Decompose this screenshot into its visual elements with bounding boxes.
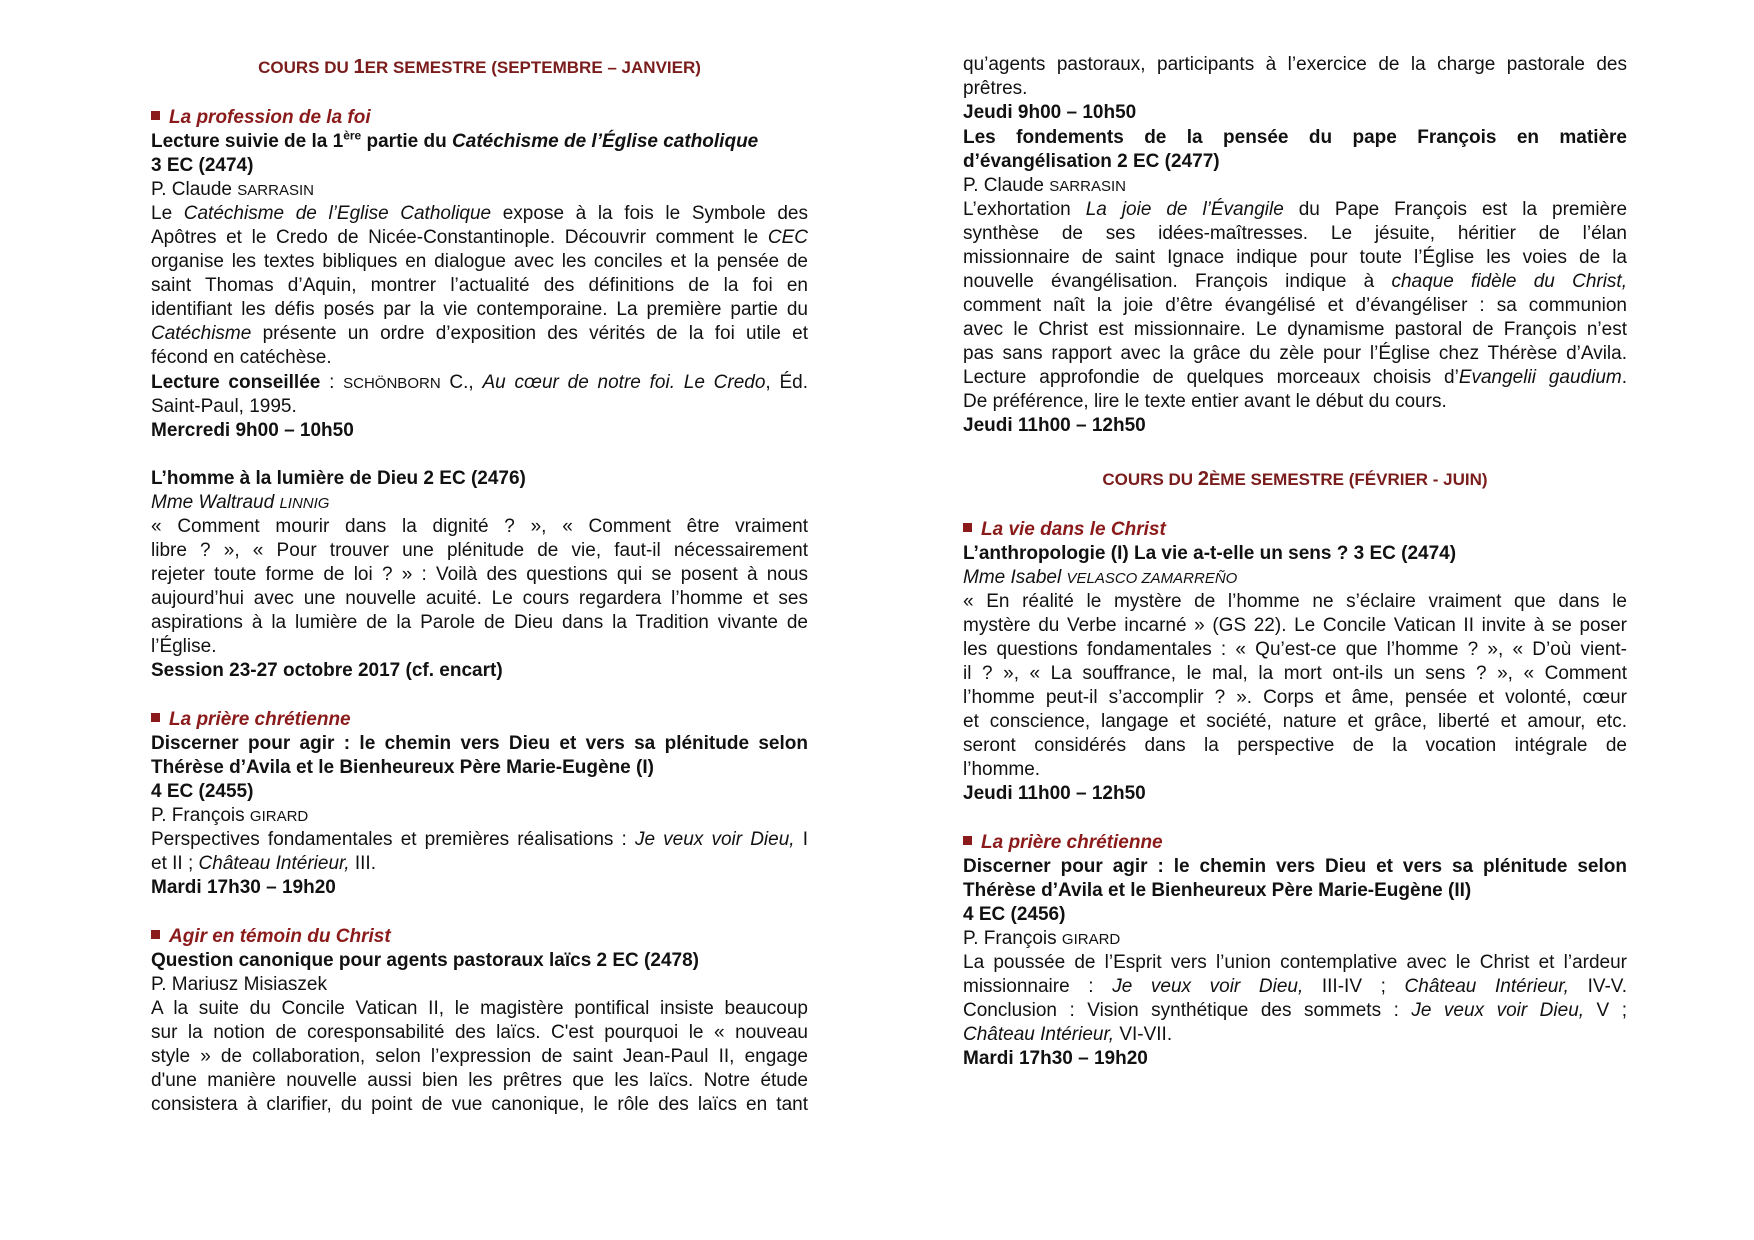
bullet-square-icon	[151, 930, 160, 939]
description-line: style » de collaboration, selon l’expression de saint Jean-Paul II, engage	[151, 1046, 808, 1067]
description-line: missionnaire : Je veux voir Dieu, III-IV ; Château Intérieur, IV-V.	[963, 976, 1628, 997]
description-line: mystère du Verbe incarné » (GS 22). Le Concile Vatican II invite à se poser	[963, 615, 1627, 636]
description-line: consistera à clarifier, du point de vue canonique, le rôle des laïcs en tant	[151, 1094, 808, 1115]
description-line: synthèse de ses idées-maîtresses. Le jésuite, héritier de l’élan	[963, 223, 1627, 244]
description-line: seront considérés dans la perspective de la vocation intégrale de	[963, 735, 1627, 756]
description-line: Catéchisme présente un ordre d’exposition des vérités de la foi utile et	[151, 323, 808, 344]
description-line: l’homme peut-il s’accomplir ? ». Corps et âme, pensée et volonté, cœur	[963, 687, 1627, 708]
teacher: Mme Waltraud LINNIG	[151, 492, 330, 513]
teacher: P. Mariusz Misiaszek	[151, 974, 327, 995]
description-line: fécond en catéchèse.	[151, 347, 332, 368]
course-schedule: Mercredi 9h00 – 10h50	[151, 420, 354, 441]
course-schedule: Session 23-27 octobre 2017 (cf. encart)	[151, 660, 503, 681]
teacher: P. François GIRARD	[963, 928, 1121, 949]
description-line: sur la notion de coresponsabilité des laïcs. C'est pourquoi le « nouveau	[151, 1022, 808, 1043]
section-heading: La profession de la foi	[151, 106, 371, 130]
description-line: Château Intérieur, VI-VII.	[963, 1024, 1173, 1045]
description-line: organise les textes bibliques en dialogue avec les conciles et la pensée de	[151, 251, 808, 272]
bullet-square-icon	[963, 836, 972, 845]
course-title: Lecture suivie de la 1ère partie du Catéchisme de l’Église catholique	[151, 128, 759, 152]
course-title: Thérèse d’Avila et le Bienheureux Père Marie-Eugène (I)	[151, 757, 654, 778]
description-line: L’exhortation La joie de l’Évangile du Pape François est la première	[963, 199, 1628, 220]
description-line: aujourd’hui avec une nouvelle acuité. Le cours regardera l’homme et ses	[151, 588, 808, 609]
course-title: Question canonique pour agents pastoraux laïcs 2 EC (2478)	[151, 950, 699, 971]
description-line: avec le Christ est missionnaire. Le dynamisme pastoral de François n’est	[963, 319, 1627, 340]
course-schedule: Jeudi 11h00 – 12h50	[963, 415, 1146, 436]
course-title: Discerner pour agir : le chemin vers Dieu et vers sa plénitude selon	[963, 856, 1627, 877]
description-line: d'une manière nouvelle aussi bien les prêtres que les laïcs. Notre étude	[151, 1070, 808, 1091]
course-title: L’homme à la lumière de Dieu 2 EC (2476)	[151, 468, 526, 489]
course-credits: 4 EC (2455)	[151, 781, 254, 802]
description-line: et conscience, langage et société, nature et grâce, liberté et amour, etc.	[963, 711, 1627, 732]
description-line: les questions fondamentales : « Qu’est-ce que l’homme ? », « D’où vient-	[963, 639, 1627, 660]
description-line: pas sans rapport avec la grâce du zèle pour l’Église chez Thérèse d’Avila.	[963, 343, 1627, 364]
description-line: et II ; Château Intérieur, III.	[151, 853, 376, 874]
semester-2-title: COURS DU 2ÈME SEMESTRE (FÉVRIER - JUIN)	[1102, 468, 1488, 490]
description-line: saint Thomas d’Aquin, montrer l’actualité des définitions de la foi en	[151, 275, 808, 296]
course-credits: 3 EC (2474)	[151, 155, 254, 176]
section-heading: La vie dans le Christ	[963, 518, 1166, 542]
course-title: d’évangélisation 2 EC (2477)	[963, 151, 1220, 172]
description-line: libre ? », « Pour trouver une plénitude de vie, faut-il nécessairement	[151, 540, 808, 561]
description-line: « Comment mourir dans la dignité ? », « Comment être vraiment	[151, 516, 808, 537]
course-credits: 4 EC (2456)	[963, 904, 1066, 925]
description-line: missionnaire de saint Ignace indique pour toute l’Église les voies de la	[963, 247, 1627, 268]
course-title: Les fondements de la pensée du pape François en matière	[963, 127, 1627, 148]
description-line: De préférence, lire le texte entier avant le début du cours.	[963, 391, 1447, 412]
description-line: Apôtres et le Credo de Nicée-Constantinople. Découvrir comment le CEC	[151, 227, 808, 248]
description-line: La poussée de l’Esprit vers l’union contemplative avec le Christ et l’ardeur	[963, 952, 1627, 973]
section-heading: La prière chrétienne	[963, 831, 1163, 855]
description-line: qu’agents pastoraux, participants à l’exercice de la charge pastorale des	[963, 54, 1627, 75]
course-title: Thérèse d’Avila et le Bienheureux Père Marie-Eugène (II)	[963, 880, 1472, 901]
description-line: Lecture approfondie de quelques morceaux choisis d’Evangelii gaudium.	[963, 367, 1628, 388]
course-schedule: Jeudi 9h00 – 10h50	[963, 102, 1137, 123]
course-schedule: Mardi 17h30 – 19h20	[963, 1048, 1148, 1069]
teacher: P. Claude SARRASIN	[151, 179, 314, 200]
description-line: prêtres.	[963, 78, 1028, 99]
section-heading: La prière chrétienne	[151, 708, 351, 732]
description-line: nouvelle évangélisation. François indique à chaque fidèle du Christ,	[963, 271, 1627, 292]
teacher: P. Claude SARRASIN	[963, 175, 1126, 196]
description-line: l’homme.	[963, 759, 1041, 780]
semester-1-title: COURS DU 1ER SEMESTRE (SEPTEMBRE – JANVIER)	[258, 56, 701, 78]
description-line: « En réalité le mystère de l’homme ne s’éclaire vraiment que dans le	[963, 591, 1627, 612]
description-line: l’Église.	[151, 636, 217, 657]
course-title: L’anthropologie (I) La vie a-t-elle un sens ? 3 EC (2474)	[963, 543, 1457, 564]
teacher: Mme Isabel VELASCO ZAMARREÑO	[963, 567, 1238, 588]
description-line: Le Catéchisme de l’Eglise Catholique expose à la fois le Symbole des	[151, 203, 808, 224]
course-schedule: Jeudi 11h00 – 12h50	[963, 783, 1146, 804]
description-line: comment naît la joie d’être évangélisé et d’évangéliser : sa communion	[963, 295, 1627, 316]
description-line: Perspectives fondamentales et premières réalisations : Je veux voir Dieu, I	[151, 829, 808, 850]
course-schedule: Mardi 17h30 – 19h20	[151, 877, 336, 898]
description-line: identifiant les défis posés par la vie contemporaine. La première partie du	[151, 299, 808, 320]
bullet-square-icon	[963, 523, 972, 532]
description-line: rejeter toute forme de loi ? » : Voilà des questions qui se posent à nous	[151, 564, 808, 585]
description-line: aspirations à la lumière de la Parole de Dieu dans la Tradition vivante de	[151, 612, 808, 633]
recommended-reading: Lecture conseillée : SCHÖNBORN C., Au cœur de notre foi. Le Credo, Éd.	[151, 372, 808, 393]
description-line: Conclusion : Vision synthétique des sommets : Je veux voir Dieu, V ;	[963, 1000, 1628, 1021]
bullet-square-icon	[151, 111, 160, 120]
course-title: Discerner pour agir : le chemin vers Dieu et vers sa plénitude selon	[151, 733, 808, 754]
description-line: il ? », « La souffrance, le mal, la mort ont-ils un sens ? », « Comment	[963, 663, 1627, 684]
teacher: P. François GIRARD	[151, 805, 309, 826]
section-heading: Agir en témoin du Christ	[151, 925, 391, 949]
bullet-square-icon	[151, 713, 160, 722]
recommended-reading: Saint-Paul, 1995.	[151, 396, 297, 417]
description-line: A la suite du Concile Vatican II, le magistère pontifical insiste beaucoup	[151, 998, 808, 1019]
